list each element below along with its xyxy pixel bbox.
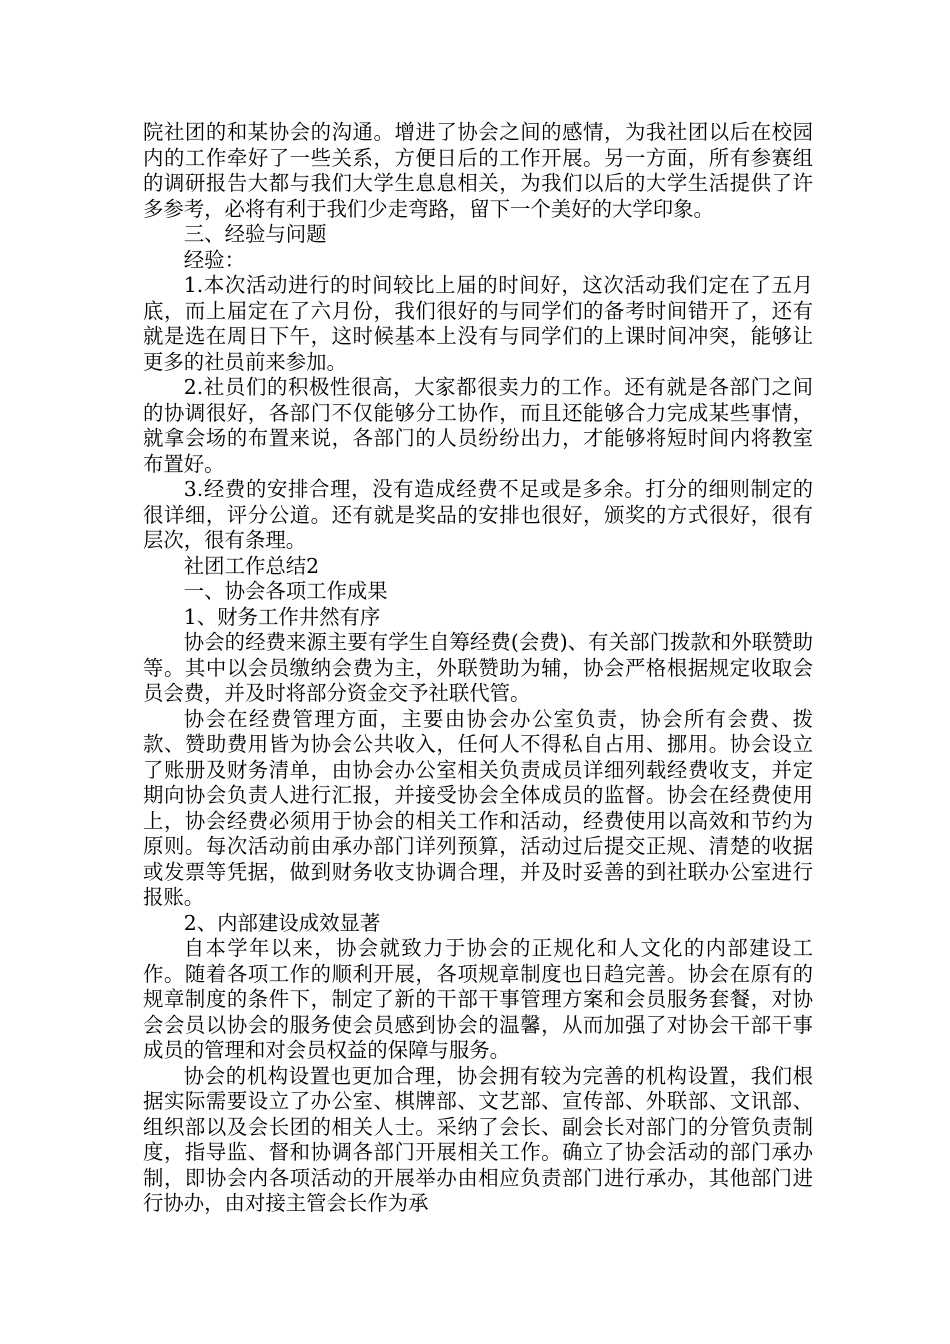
subheading-internal-construction: 2、内部建设成效显著 [183, 910, 381, 935]
subheading-experience: 经验： [183, 247, 245, 272]
document-title-summary-2: 社团工作总结2 [183, 553, 320, 578]
paragraph-point-2: 2.社员们的积极性很高，大家都很卖力的工作。还有就是各部门之间的协调很好，各部门不仅能够分工协作，而且还能够合力完成某些事情，就拿会场的布置来说，各部门的人员纷纷出力，才能够将短时间内将教室布置好。 [143, 375, 813, 476]
paragraph-funding-sources: 协会的经费来源主要有学生自筹经费(会费)、有关部门拨款和外联赞助等。其中以会员缴纳会费为主，外联赞助为辅，协会严格根据规定收取会员会费，并及时将部分资金交予社联代管。 [143, 630, 813, 705]
paragraph-organization-structure: 协会的机构设置也更加合理，协会拥有较为完善的机构设置，我们根据实际需要设立了办公室、棋牌部、文艺部、宣传部、外联部、文讯部、组织部以及会长团的相关人士。采纳了会长、副会长对部门的分管负责制度，指导监、督和协调各部门开展相关工作。确立了协会活动的部门承办制，即协会内各项活动的开展举办由相应负责部门进行承办，其他部门进行协办，由对接主管会长作为承 [143, 1063, 813, 1215]
paragraph-point-3: 3.经费的安排合理，没有造成经费不足或是多余。打分的细则制定的很详细，评分公道。还有就是奖品的安排也很好，颁奖的方式很好，很有层次，很有条理。 [143, 477, 813, 552]
document-body [143, 120, 813, 1217]
paragraph-funding-management: 协会在经费管理方面，主要由协会办公室负责，协会所有会费、拨款、赞助费用皆为协会公共收入，任何人不得私自占用、挪用。协会设立了账册及财务清单，由协会办公室相关负责成员详细列载经费收支，并定期向协会负责人进行汇报，并接受协会全体成员的监督。协会在经费使用上，协会经费必须用于协会的相关工作和活动，经费使用以高效和节约为原则。每次活动前由承办部门详列预算，活动过后提交正规、清楚的收据或发票等凭据，做到财务收支协调合理，并及时妥善的到社联办公室进行报账。 [143, 706, 813, 909]
section-heading-achievements: 一、协会各项工作成果 [183, 579, 388, 603]
section-heading-experience-problems: 三、经验与问题 [183, 222, 327, 246]
paragraph-internal-construction: 自本学年以来，协会就致力于协会的正规化和人文化的内部建设工作。随着各项工作的顺利开展，各项规章制度也日趋完善。协会在原有的规章制度的条件下，制定了新的干部干事管理方案和会员服务套餐，对协会会员以协会的服务使会员感到协会的温馨，从而加强了对协会干部干事成员的管理和对会员权益的保障与服务。 [143, 936, 813, 1062]
subheading-finance: 1、财务工作井然有序 [183, 604, 381, 629]
paragraph-continuation: 院社团的和某协会的沟通。增进了协会之间的感情，为我社团以后在校园内的工作牵好了一些关系，方便日后的工作开展。另一方面，所有参赛组的调研报告大都与我们大学生息息相关，为我们以后的大学生活提供了许多参考，必将有利于我们少走弯路，留下一个美好的大学印象。 [143, 120, 813, 221]
paragraph-point-1: 1.本次活动进行的时间较比上届的时间好，这次活动我们定在了五月底，而上届定在了六月份，我们很好的与同学们的备考时间错开了，还有就是选在周日下午，这时候基本上没有与同学们的上课时间冲突，能够让更多的社员前来参加。 [143, 273, 813, 374]
